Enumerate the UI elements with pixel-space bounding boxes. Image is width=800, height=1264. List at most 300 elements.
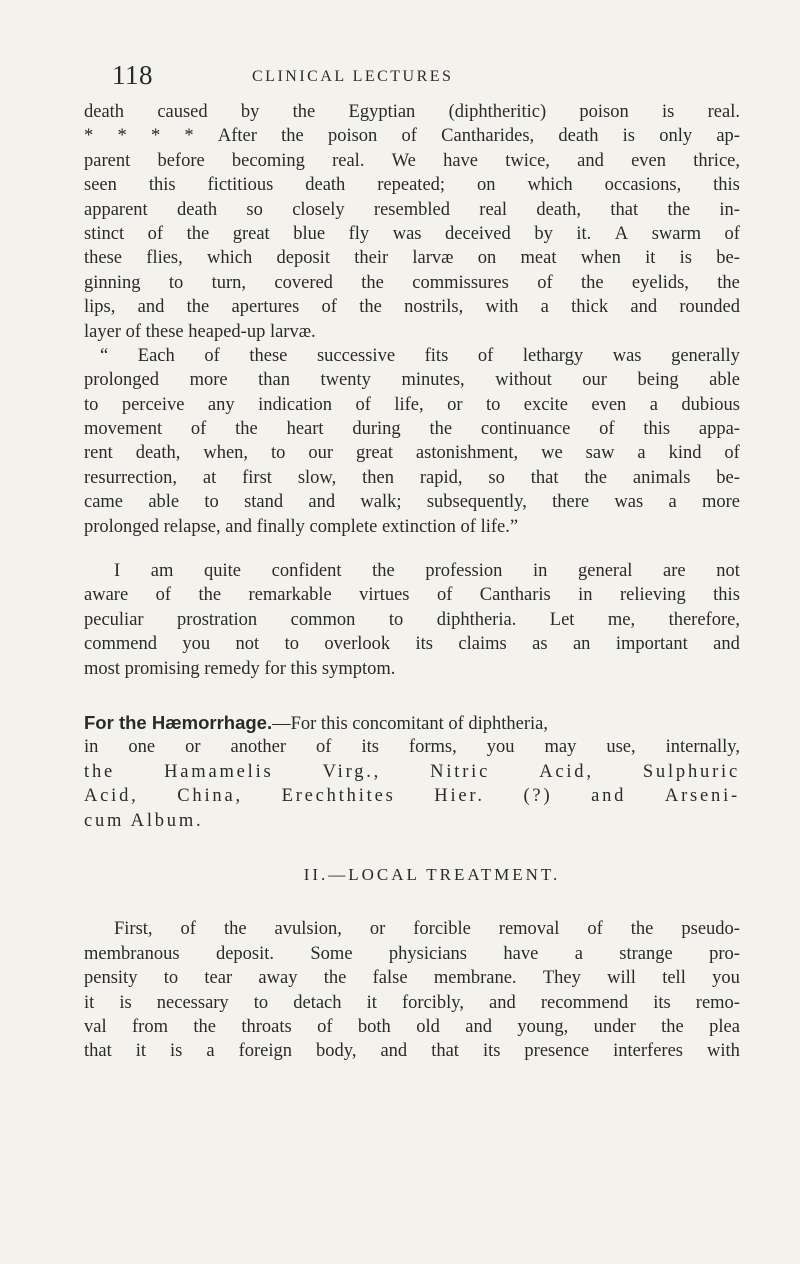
word: death — [305, 175, 346, 196]
word: is — [679, 248, 692, 269]
word: parent — [84, 150, 131, 171]
word: is — [622, 126, 636, 147]
word: ap- — [716, 126, 740, 147]
word: A — [614, 223, 629, 244]
word: will — [607, 968, 636, 989]
word: that — [530, 467, 559, 488]
word: therefore, — [668, 609, 740, 630]
word: successive — [316, 345, 396, 366]
word: which — [527, 175, 573, 196]
word: claims — [458, 634, 507, 655]
word: old — [416, 1016, 440, 1037]
word: After — [217, 126, 257, 147]
word: the — [198, 585, 222, 606]
text-line — [84, 942, 740, 966]
text-line — [84, 222, 740, 246]
word: it — [84, 992, 95, 1013]
word: the — [292, 102, 316, 122]
page-number: 118 — [112, 60, 153, 90]
word: it — [366, 992, 377, 1013]
word: of — [401, 126, 417, 147]
word: of — [204, 345, 220, 366]
word: * — [84, 126, 94, 147]
word: remo- — [695, 992, 740, 1013]
word: are — [663, 561, 686, 582]
word: or — [447, 394, 463, 415]
running-head: CLINICAL LECTURES — [252, 68, 454, 85]
word: eyelids, — [631, 272, 689, 293]
word: covered — [274, 272, 333, 293]
word: prolonged — [84, 370, 160, 391]
word: without — [495, 370, 552, 391]
haemorrhage-intro: —For this concomitant of diphtheria, — [272, 713, 549, 734]
word: Cantharis — [479, 585, 551, 606]
word: They — [542, 968, 581, 989]
word: that — [84, 1041, 112, 1062]
word: movement — [84, 419, 163, 440]
word: more — [701, 492, 740, 513]
word: even — [591, 394, 627, 415]
word: virtues — [359, 585, 410, 606]
word: away — [258, 968, 298, 989]
word: Hamamelis — [164, 761, 274, 782]
word: this — [643, 419, 671, 440]
word: Let — [549, 609, 575, 630]
word: death — [84, 102, 125, 122]
word: me, — [607, 609, 636, 630]
word: avulsion, — [274, 919, 342, 940]
word: First, — [114, 919, 153, 940]
word: deposit. — [215, 943, 275, 964]
word: foreign — [238, 1041, 293, 1062]
word: we — [541, 443, 563, 464]
paragraph-avulsion — [84, 917, 740, 1063]
text-line: cum Album. — [84, 810, 204, 831]
word: its — [653, 992, 671, 1013]
text-line — [84, 608, 740, 632]
word: under — [593, 1016, 636, 1037]
word: diphtheria. — [436, 609, 517, 630]
word: of — [724, 223, 740, 244]
word: the — [584, 467, 607, 488]
word: and — [577, 150, 604, 171]
word: forms, — [408, 737, 457, 758]
word: saw — [585, 443, 615, 464]
word: the — [193, 1016, 216, 1037]
word: and — [489, 992, 516, 1013]
haemorrhage-heading: For the Hæmorrhage. — [84, 711, 273, 733]
word: of — [155, 585, 172, 606]
word: with — [485, 297, 519, 318]
word: internally, — [665, 737, 740, 758]
word: when, — [203, 443, 249, 464]
word: tear — [204, 968, 233, 989]
word: of — [147, 223, 164, 244]
word: and — [465, 1016, 492, 1037]
paragraph-gap — [84, 833, 740, 863]
word: ginning — [84, 272, 141, 293]
paragraph-gap — [84, 887, 740, 917]
word: you — [486, 737, 515, 758]
text-line — [84, 466, 740, 490]
word: fictitious — [207, 175, 274, 196]
word: this — [713, 585, 740, 606]
word: that — [431, 1041, 459, 1062]
text-line — [84, 711, 740, 735]
word: this — [148, 175, 176, 196]
word: even — [631, 150, 667, 171]
word: the — [580, 272, 604, 293]
word: great — [355, 443, 393, 464]
text-line — [84, 735, 740, 759]
word: caused — [157, 102, 208, 122]
word: profession — [425, 561, 503, 582]
word: its — [361, 737, 379, 758]
word: only — [659, 126, 693, 147]
word: blue — [293, 223, 326, 244]
word: to — [284, 634, 299, 655]
word: heart — [286, 419, 324, 440]
word: young, — [517, 1016, 569, 1037]
word: is — [170, 1041, 183, 1062]
word: real. — [332, 150, 365, 171]
word: with — [707, 1041, 740, 1062]
word: Each — [137, 345, 175, 366]
text-line — [84, 1015, 740, 1039]
word: a — [649, 394, 658, 415]
word: and — [308, 492, 336, 513]
word: commend — [84, 634, 157, 655]
word: I — [114, 561, 121, 582]
word: stinct — [84, 223, 125, 244]
word: larvæ — [412, 248, 454, 269]
word: able — [148, 492, 180, 513]
word: interferes — [613, 1041, 683, 1062]
word: astonishment, — [415, 443, 519, 464]
word: confident — [271, 561, 342, 582]
word: a — [574, 943, 583, 964]
word: Virg., — [322, 761, 382, 782]
word: removal — [498, 919, 560, 940]
word: these — [84, 248, 123, 269]
text-line — [84, 271, 740, 295]
word: pro- — [709, 943, 740, 964]
word: to — [388, 609, 404, 630]
word: resembled — [373, 199, 450, 220]
word: occasions, — [604, 175, 682, 196]
word: there — [552, 492, 590, 513]
word: this — [713, 175, 740, 196]
word: of — [599, 419, 615, 440]
word: “ — [100, 345, 109, 366]
word: from — [132, 1016, 168, 1037]
word: you — [182, 634, 211, 655]
word: use, — [606, 737, 636, 758]
word: prostration — [177, 609, 258, 630]
word: its — [415, 634, 434, 655]
word: walk; — [360, 492, 402, 513]
word: to — [84, 394, 99, 415]
word: fly — [348, 223, 370, 244]
word: quite — [204, 561, 241, 582]
word: Acid, — [84, 786, 139, 807]
word: generally — [671, 345, 740, 366]
text-line — [84, 368, 740, 392]
word: flies, — [146, 248, 183, 269]
word: not — [235, 634, 260, 655]
word: be- — [716, 248, 740, 269]
word: was — [392, 223, 422, 244]
word: excite — [523, 394, 568, 415]
word: slow, — [297, 467, 337, 488]
word: to — [485, 394, 501, 415]
word: be- — [716, 467, 740, 488]
word: death, — [135, 443, 181, 464]
word: real. — [707, 102, 740, 122]
word: thrice, — [693, 150, 740, 171]
word: common — [290, 609, 356, 630]
word: to — [204, 492, 219, 513]
word: resurrection, — [84, 467, 177, 488]
word: * — [150, 126, 161, 147]
word: great — [232, 223, 270, 244]
word: being — [637, 370, 679, 391]
word: that — [610, 199, 639, 220]
word: plea — [709, 1016, 740, 1037]
word: kind — [668, 443, 702, 464]
paragraph-lethargy-quote — [84, 344, 740, 539]
word: detach — [293, 992, 342, 1013]
word: becoming — [231, 150, 305, 171]
word: in- — [719, 199, 740, 220]
word: twice, — [505, 150, 550, 171]
word: a — [540, 297, 549, 318]
text-line — [84, 100, 740, 124]
word: than — [258, 370, 290, 391]
word: animals — [632, 467, 691, 488]
word: by — [240, 102, 260, 122]
word: rapid, — [419, 467, 463, 488]
word: perceive — [121, 394, 185, 415]
text-line: prolonged relapse, and finally complete extinction of life.” — [84, 516, 519, 537]
word: forcible — [413, 919, 471, 940]
word: of — [537, 272, 553, 293]
word: and — [137, 297, 165, 318]
paragraph-gap — [84, 539, 740, 559]
word: able — [709, 370, 740, 391]
text-line — [84, 991, 740, 1015]
word: was — [614, 492, 644, 513]
word: apparent — [84, 199, 148, 220]
word: to — [271, 443, 286, 464]
word: and — [380, 1041, 408, 1062]
word: a — [206, 1041, 215, 1062]
word: to — [253, 992, 269, 1013]
text-line: layer of these heaped-up larvæ. — [84, 321, 316, 342]
word: which — [207, 248, 253, 269]
text-line — [84, 198, 740, 222]
word: any — [207, 394, 235, 415]
word: fits — [424, 345, 449, 366]
text-line: most promising remedy for this symptom. — [84, 658, 396, 679]
word: one — [128, 737, 156, 758]
word: it — [135, 1041, 147, 1062]
text-line — [84, 246, 740, 270]
word: so — [488, 467, 505, 488]
word: necessary — [156, 992, 229, 1013]
word: life, — [394, 394, 424, 415]
word: minutes, — [401, 370, 465, 391]
text-line — [84, 149, 740, 173]
word: pensity — [84, 968, 138, 989]
word: the — [84, 761, 116, 782]
word: repeated; — [377, 175, 446, 196]
text-line — [84, 559, 740, 583]
word: aware — [84, 585, 129, 606]
word: important — [615, 634, 688, 655]
word: the — [223, 919, 247, 940]
word: closely — [292, 199, 345, 220]
word: the — [661, 1016, 684, 1037]
text-line — [84, 441, 740, 465]
word: when — [580, 248, 621, 269]
text-line — [84, 966, 740, 990]
word: a — [637, 443, 646, 464]
word: on — [477, 175, 496, 196]
word: in — [533, 561, 548, 582]
word: deceived — [445, 223, 511, 244]
paragraph-haemorrhage — [84, 711, 740, 833]
word: during — [352, 419, 401, 440]
word: am — [150, 561, 174, 582]
word: Hier. — [434, 786, 485, 807]
word: of — [436, 585, 453, 606]
word: at — [202, 467, 217, 488]
word: Some — [310, 943, 353, 964]
word: a — [668, 492, 677, 513]
word: their — [354, 248, 389, 269]
word: of — [587, 919, 603, 940]
word: membrane. — [433, 968, 517, 989]
word: relieving — [619, 585, 686, 606]
word: strange — [619, 943, 673, 964]
word: the — [186, 297, 210, 318]
word: then — [362, 467, 394, 488]
word: Erechthites — [281, 786, 396, 807]
word: presence — [524, 1041, 590, 1062]
word: the — [359, 297, 382, 318]
word: of — [180, 919, 196, 940]
word: overlook — [324, 634, 391, 655]
word: Sulphuric — [642, 761, 740, 782]
word: is — [662, 102, 675, 122]
word: recommend — [540, 992, 629, 1013]
text-line — [84, 784, 740, 808]
word: and — [713, 634, 740, 655]
word: of — [724, 443, 740, 464]
word: turn, — [211, 272, 247, 293]
text-line — [84, 173, 740, 197]
word: false — [372, 968, 408, 989]
word: general — [578, 561, 633, 582]
word: may — [544, 737, 577, 758]
word: lethargy — [522, 345, 584, 366]
word: both — [357, 1016, 391, 1037]
word: the — [717, 272, 740, 293]
word: an — [572, 634, 591, 655]
page-body — [84, 100, 740, 1064]
text-line — [84, 295, 740, 319]
word: meat — [520, 248, 557, 269]
text-line — [84, 417, 740, 441]
word: We — [391, 150, 416, 171]
word: physicians — [388, 943, 468, 964]
word: or — [185, 737, 201, 758]
word: remarkable — [248, 585, 332, 606]
word: first — [242, 467, 272, 488]
word: (?) — [523, 786, 553, 807]
word: of — [190, 419, 207, 440]
word: by — [534, 223, 553, 244]
word: of — [317, 1016, 333, 1037]
word: membranous — [84, 943, 180, 964]
word: of — [477, 345, 494, 366]
word: rounded — [679, 297, 740, 318]
text-line — [84, 490, 740, 514]
text-line — [84, 344, 740, 368]
word: seen — [84, 175, 117, 196]
word: body, — [316, 1041, 357, 1062]
word: in — [84, 737, 99, 758]
word: the — [630, 919, 654, 940]
word: the — [372, 561, 395, 582]
word: and — [591, 786, 627, 807]
paragraph-cantharis — [84, 559, 740, 681]
word: to — [168, 272, 184, 293]
word: not — [716, 561, 740, 582]
word: commissures — [412, 272, 509, 293]
word: apertures — [231, 297, 300, 318]
text-line — [84, 583, 740, 607]
word: these — [249, 345, 288, 366]
word: came — [84, 492, 124, 513]
word: * — [117, 126, 127, 147]
word: before — [157, 150, 205, 171]
word: the — [235, 419, 258, 440]
text-line — [84, 1039, 740, 1063]
word: death — [558, 126, 599, 147]
word: it — [645, 248, 656, 269]
word: poison — [579, 102, 629, 122]
word: have — [443, 150, 479, 171]
word: poison — [327, 126, 378, 147]
word: throats — [241, 1016, 292, 1037]
word: of — [321, 297, 337, 318]
text-line — [84, 632, 740, 656]
word: real — [479, 199, 508, 220]
word: the — [361, 272, 384, 293]
word: Arseni- — [664, 786, 740, 807]
word: and — [630, 297, 658, 318]
word: lips, — [84, 297, 116, 318]
word: stand — [244, 492, 284, 513]
word: another — [230, 737, 287, 758]
word: have — [503, 943, 539, 964]
word: on — [477, 248, 497, 269]
word: or — [369, 919, 386, 940]
word: death, — [536, 199, 582, 220]
word: forcibly, — [401, 992, 464, 1013]
